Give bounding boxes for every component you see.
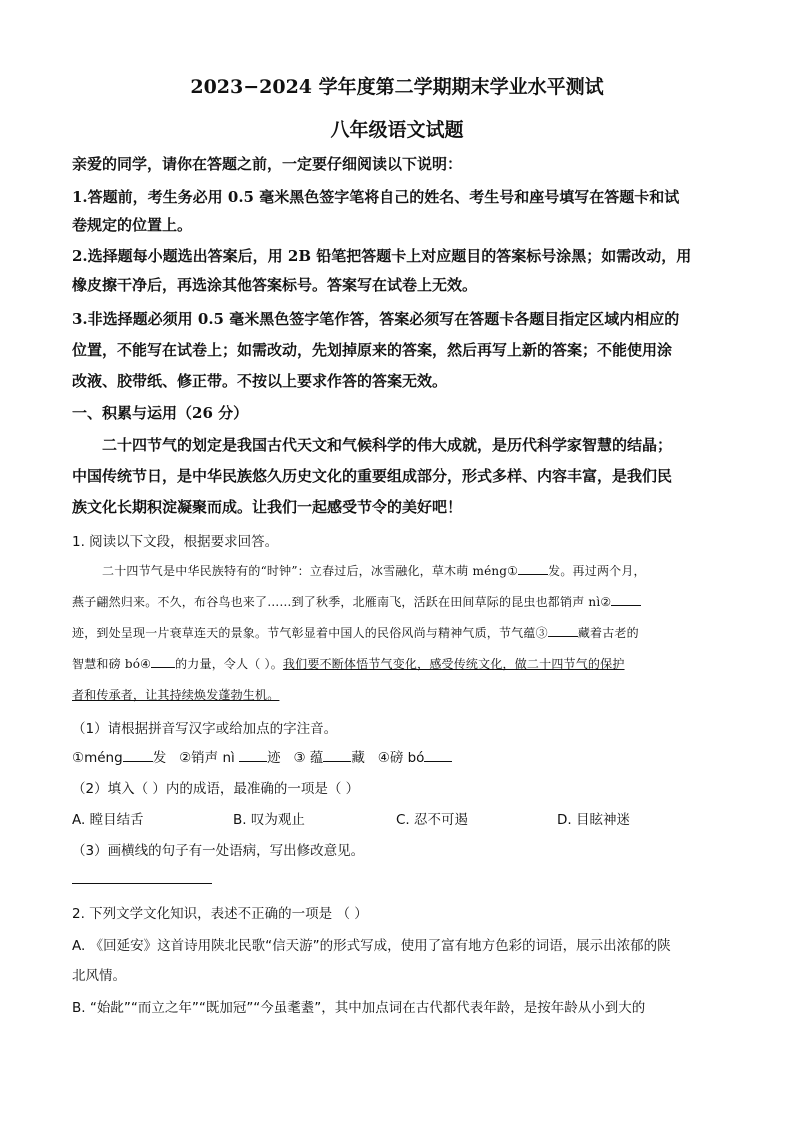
answer-blank-1[interactable] <box>518 562 548 575</box>
answer-blank-3[interactable] <box>548 624 578 637</box>
section-intro-line-2: 中国传统节日，是中华民族悠久历史文化的重要组成部分，形式多样、内容丰富，是我们民 <box>72 467 673 485</box>
answer-blank-2[interactable] <box>611 593 641 606</box>
instruction-2-line-2: 橡皮擦干净后，再选涂其他答案标号。答案写在试卷上无效。 <box>72 276 478 294</box>
q2-option-b-line-1: B. “始龀”“而立之年”“既加冠”“今虽耄耋”，其中加点词在古代都代表年龄，是按年龄从小到大的 <box>72 1000 646 1016</box>
answer-blank-4[interactable] <box>151 655 175 668</box>
item-text: ②销声 nì <box>179 750 235 766</box>
instruction-3-line-1: 3.非选择题必须用 0.5 毫米黑色签字笔作答，答案必须写在答题卡各题目指定区域内相应的 <box>72 310 680 328</box>
answer-blank-a[interactable] <box>123 749 153 762</box>
exam-title: 2023−2024 学年度第二学期期末学业水平测试 <box>190 76 604 98</box>
passage-text: 迹，到处呈现一片衰草连天的景象。节气彰显着中国人的民俗风尚与精神气质，节气蕴③ <box>72 626 548 640</box>
passage-line-1 <box>102 562 646 579</box>
item-text: 迹 <box>267 750 281 766</box>
passage-line-2 <box>72 593 641 610</box>
instruction-3-line-2: 位置，不能写在试卷上；如需改动，先划掉原来的答案，然后再写上新的答案；不能使用涂 <box>72 341 673 359</box>
answer-blank-b[interactable] <box>239 749 267 762</box>
instruction-1-line-1: 1.答题前，考生务必用 0.5 毫米黑色签字笔将自己的姓名、考生号和座号填写在答题卡和试 <box>72 188 680 206</box>
item-text: ③ 蕴 <box>293 750 324 766</box>
passage-text: 的力量，令人（ ）。 <box>175 657 283 671</box>
answer-line[interactable] <box>72 883 212 884</box>
item-text: ①méng <box>72 750 123 766</box>
sub-question-1: （1）请根据拼音写汉字或给加点的字注音。 <box>72 721 338 737</box>
section-intro-line-3: 族文化长期积淀凝聚而成。让我们一起感受节令的美好吧！ <box>72 498 463 516</box>
passage-line-3 <box>72 624 639 641</box>
underlined-sentence-cont: 者和传承者，让其持续焕发蓬勃生机。 <box>72 688 280 702</box>
exam-subtitle: 八年级语文试题 <box>330 119 464 141</box>
option-a[interactable]: A. 瞠目结舌 <box>72 812 144 828</box>
passage-line-4 <box>72 655 625 672</box>
passage-text: 燕子翩然归来。不久，布谷鸟也来了……到了秋季，北雁南飞，活跃在田间草际的昆虫也都销声 nì② <box>72 595 612 609</box>
passage-text: 藏着古老的 <box>577 626 639 640</box>
q2-option-a-line-2: 北风情。 <box>72 968 126 984</box>
answer-blank-c[interactable] <box>323 749 351 762</box>
section-heading: 一、积累与运用（26 分） <box>72 404 249 422</box>
sub-question-1-items <box>72 746 452 766</box>
question-1-stem: 1. 阅读以下文段，根据要求回答。 <box>72 534 279 550</box>
passage-text: 二十四节气是中华民族特有的“时钟”：立春过后，冰雪融化，草木萌 méng① <box>102 564 519 578</box>
instruction-3-line-3: 改液、胶带纸、修正带。不按以上要求作答的答案无效。 <box>72 372 448 390</box>
item-text: ④磅 bó <box>377 750 425 766</box>
item-text: 藏 <box>351 750 365 766</box>
instructions-intro: 亲爱的同学，请你在答题之前，一定要仔细阅读以下说明： <box>72 155 463 173</box>
instruction-1-line-2: 卷规定的位置上。 <box>72 216 193 234</box>
passage-text: 发。再过两个月， <box>548 564 646 578</box>
section-intro-line-1: 二十四节气的划定是我国古代天文和气候科学的伟大成就，是历代科学家智慧的结晶； <box>102 436 673 454</box>
q2-option-a-line-1: A. 《回延安》这首诗用陕北民歌“信天游”的形式写成，使用了富有地方色彩的词语，展示出浓郁的陕 <box>72 938 671 954</box>
instruction-2-line-1: 2.选择题每小题选出答案后，用 2B 铅笔把答题卡上对应题目的答案标号涂黑；如需改动，用 <box>72 247 692 265</box>
option-c[interactable]: C. 忍不可遏 <box>396 812 469 828</box>
question-2-stem: 2. 下列文学文化知识，表述不正确的一项是 （ ） <box>72 906 368 922</box>
sub-question-3: （3）画横线的句子有一处语病，写出修改意见。 <box>72 843 365 859</box>
option-d[interactable]: D. 目眩神迷 <box>557 812 630 828</box>
underlined-sentence: 我们要不断体悟节气变化，感受传统文化，做二十四节气的保护 <box>282 657 625 671</box>
passage-text: 智慧和磅 bó④ <box>72 657 152 671</box>
item-text: 发 <box>152 750 167 766</box>
option-b[interactable]: B. 叹为观止 <box>233 812 305 828</box>
answer-blank-d[interactable] <box>424 749 452 762</box>
sub-question-2: （2）填入（ ）内的成语，最准确的一项是（ ） <box>72 781 360 797</box>
